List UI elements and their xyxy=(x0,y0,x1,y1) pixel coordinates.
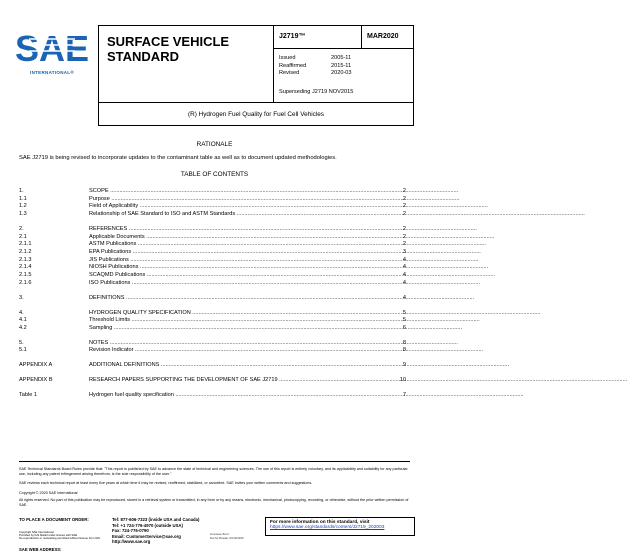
document-header xyxy=(98,25,414,103)
date-row-reaffirmed: Reaffirmed 2015-11 xyxy=(279,62,352,69)
sae-international-label: INTERNATIONAL® xyxy=(30,70,74,75)
footer-review: SAE reviews each technical report at least every five years at which time it may be revised, reaffirmed, stabilized, or cancelled. SAE invites your written comments and suggestions. xyxy=(19,481,313,485)
toc-row[interactable]: 2.1.5 SCAQMD Publications ..... 4 xyxy=(19,272,406,280)
rationale-heading: RATIONALE xyxy=(196,141,233,148)
licensee-stamp: Licensee=Ford Not for Resale, 03/12/2020 xyxy=(210,532,244,540)
date-row-revised: Revised 2020-03 xyxy=(279,70,352,77)
license-fine-print: Copyright SAE International Provided by IHS Markit under license with SAE No reproduction or networking permitted without license from IHS xyxy=(19,530,100,541)
contact-tel-us: Tel: 877-606-7323 (inside USA and Canada) xyxy=(112,517,200,522)
toc-row[interactable]: 2.1.6 ISO Publications ..... 4 xyxy=(19,280,406,288)
footer-policy: SAE Technical Standards Board Rules provide that: "This report is published by SAE to advance the state of technical and engineering sciences. The use of this report is entirely voluntary, and its applicability and suitability for any particular use, including any patent infringement arising therefrom, is the sole responsibility of the user." xyxy=(19,467,408,476)
document-type-title: SURFACE VEHICLE STANDARD xyxy=(107,34,230,64)
toc-row[interactable]: 5.1 Revision Indicator ..... 8 xyxy=(19,347,406,355)
toc-row[interactable]: 2.1.2 EPA Publications ..... 3 xyxy=(19,249,406,257)
toc-row[interactable]: 2.1.3 JIS Publications ..... 4 xyxy=(19,257,406,265)
order-contacts xyxy=(112,517,199,545)
toc-row[interactable]: APPENDIX A ADDITIONAL DEFINITIONS ..... 9 xyxy=(19,362,406,370)
order-label: TO PLACE A DOCUMENT ORDER: xyxy=(19,517,89,522)
toc-row[interactable]: 1.1 Purpose ..... 2 xyxy=(19,196,406,204)
contact-fax: Fax: 724-776-0790 xyxy=(112,528,149,534)
more-info-link[interactable]: https://www.sae.org/standards/content/J2719_202003 xyxy=(270,525,385,530)
toc-row[interactable]: 2. REFERENCES ..... 2 xyxy=(19,226,406,234)
document-date: MAR2020 xyxy=(367,33,399,40)
toc-row[interactable]: 2.1.1 ASTM Publications ..... 2 xyxy=(19,241,406,249)
toc-row[interactable]: Table 1 Hydrogen fuel quality specification ..... 7 xyxy=(19,392,406,400)
document-number: J2719™ xyxy=(279,33,306,40)
footer-rights: All rights reserved. No part of this publication may be reproduced, stored in a retrieval system or transmitted, in any form or by any means, electronic, mechanical, photocopying, recording, or otherwise, without the prior written permission of SAE. xyxy=(19,498,409,507)
document-subject: (R) Hydrogen Fuel Quality for Fuel Cell Vehicles xyxy=(98,103,414,126)
toc-row[interactable]: APPENDIX B RESEARCH PAPERS SUPPORTING THE DEVELOPMENT OF SAE J2719 ..... 10 xyxy=(19,377,406,385)
toc-row[interactable]: 4.1 Threshold Limits ..... 5 xyxy=(19,317,406,325)
more-info-title: For more information on this standard, visit xyxy=(270,520,370,525)
toc-row[interactable]: 3. DEFINITIONS ..... 4 xyxy=(19,295,406,303)
toc-row[interactable]: 2.1.4 NIOSH Publications ..... 4 xyxy=(19,264,406,272)
toc-heading: TABLE OF CONTENTS xyxy=(180,171,249,178)
rationale-text: SAE J2719 is being revised to incorporate updates to the contaminant table as well as to document updated methodologies. xyxy=(19,155,337,161)
sae-logo-text: SAE xyxy=(14,28,90,69)
sae-web-address-label: SAE WEB ADDRESS: xyxy=(19,547,62,552)
date-history xyxy=(279,55,352,78)
footer-copyright: Copyright © 2020 SAE International xyxy=(19,491,78,495)
sae-logo xyxy=(14,23,90,69)
table-of-contents xyxy=(19,188,406,400)
toc-row[interactable]: 1. SCOPE ..... 2 xyxy=(19,188,406,196)
more-info-box xyxy=(265,517,415,536)
toc-row[interactable]: 2.1 Applicable Documents ..... 2 xyxy=(19,234,406,242)
contact-tel-intl: Tel: +1 724-776-4970 (outside USA) xyxy=(112,522,183,528)
footer-divider xyxy=(19,461,410,462)
contact-email[interactable]: Email: CustomerService@sae.org xyxy=(112,533,181,539)
toc-row[interactable]: 4. HYDROGEN QUALITY SPECIFICATION ..... 5 xyxy=(19,310,406,318)
superseding-note: Superseding J2719 NOV2015 xyxy=(279,89,354,95)
date-row-issued: Issued 2005-11 xyxy=(279,55,352,61)
toc-row[interactable]: 1.2 Field of Applicability ..... 2 xyxy=(19,203,406,211)
contact-website[interactable]: http://www.sae.org xyxy=(112,539,151,545)
toc-row[interactable]: 1.3 Relationship of SAE Standard to ISO and ASTM Standards ..... 2 xyxy=(19,211,406,219)
toc-row[interactable]: 5. NOTES ..... 8 xyxy=(19,340,406,348)
toc-row[interactable]: 4.2 Sampling ..... 6 xyxy=(19,325,406,333)
